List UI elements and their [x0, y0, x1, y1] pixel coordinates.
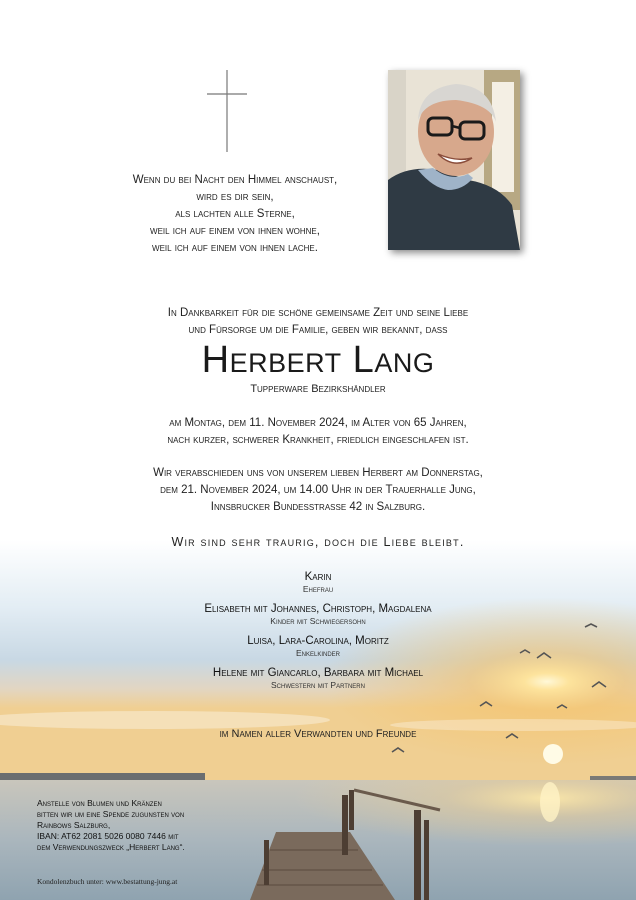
- poem: [95, 172, 375, 257]
- family-entry: [118, 602, 518, 627]
- cross-icon: [205, 70, 249, 152]
- donation-line: Rainbows Salzburg,: [37, 820, 111, 830]
- family-relation: Ehefrau: [302, 584, 334, 594]
- condolence-link[interactable]: Kondolenzbuch unter: www.bestattung-jung.at: [37, 877, 178, 886]
- family-entry: [118, 570, 518, 595]
- deceased-title: Tupperware Bezirkshändler: [250, 383, 386, 395]
- donation-line: bitten wir um eine Spende zugunsten von: [37, 809, 185, 819]
- family-names: Karin: [304, 571, 332, 583]
- poem-line: weil ich auf einem von ihnen lache.: [152, 242, 318, 254]
- relatives-line: im Namen aller Verwandten und Freunde: [219, 728, 417, 740]
- farewell-line: Wir verabschieden uns von unserem lieben Herbert am Donnerstag,: [153, 467, 483, 479]
- family-names: Helene mit Giancarlo, Barbara mit Michael: [212, 667, 424, 679]
- intro-line: In Dankbarkeit für die schöne gemeinsame Zeit und seine Liebe: [167, 307, 469, 319]
- family-names: Elisabeth mit Johannes, Christoph, Magdalena: [204, 603, 432, 615]
- farewell-line: Innsbrucker Bundesstrasse 42 in Salzburg.: [210, 501, 426, 513]
- donation-line: IBAN: AT62 2081 5026 0080 7446 mit: [37, 831, 179, 841]
- poem-line: weil ich auf einem von ihnen wohne,: [150, 225, 320, 237]
- poem-line: als lachten alle Sterne,: [175, 208, 295, 220]
- family-entry: [118, 634, 518, 659]
- family-relation: Schwestern mit Partnern: [271, 680, 365, 690]
- death-line: am Montag, dem 11. November 2024, im Alter von 65 Jahren,: [169, 417, 467, 429]
- donation-line: dem Verwendungszweck „Herbert Lang“.: [37, 842, 185, 852]
- farewell-line: dem 21. November 2024, um 14.00 Uhr in der Trauerhalle Jung,: [160, 484, 476, 496]
- closing-sentence: Wir sind sehr traurig, doch die Liebe bleibt.: [171, 535, 465, 549]
- donation-line: Anstelle von Blumen und Kränzen: [37, 798, 162, 808]
- intro-line: und Fürsorge um die Familie, geben wir bekannt, dass: [188, 324, 448, 336]
- farewell-notice: [80, 465, 556, 516]
- poem-line: Wenn du bei Nacht den Himmel anschaust,: [132, 174, 338, 186]
- intro-text: [100, 305, 536, 339]
- poem-line: wird es dir sein,: [196, 191, 274, 203]
- family-entry: [118, 666, 518, 691]
- family-relation: Kinder mit Schwiegersohn: [270, 616, 366, 626]
- donation-note: [37, 798, 237, 853]
- family-relation: Enkelkinder: [295, 648, 340, 658]
- death-line: nach kurzer, schwerer Krankheit, friedlich eingeschlafen ist.: [167, 434, 469, 446]
- death-notice: [80, 415, 556, 449]
- deceased-name: Herbert Lang: [201, 339, 435, 381]
- portrait-photo: [388, 70, 520, 250]
- family-names: Luisa, Lara-Carolina, Moritz: [247, 635, 389, 647]
- family-list: [118, 570, 518, 698]
